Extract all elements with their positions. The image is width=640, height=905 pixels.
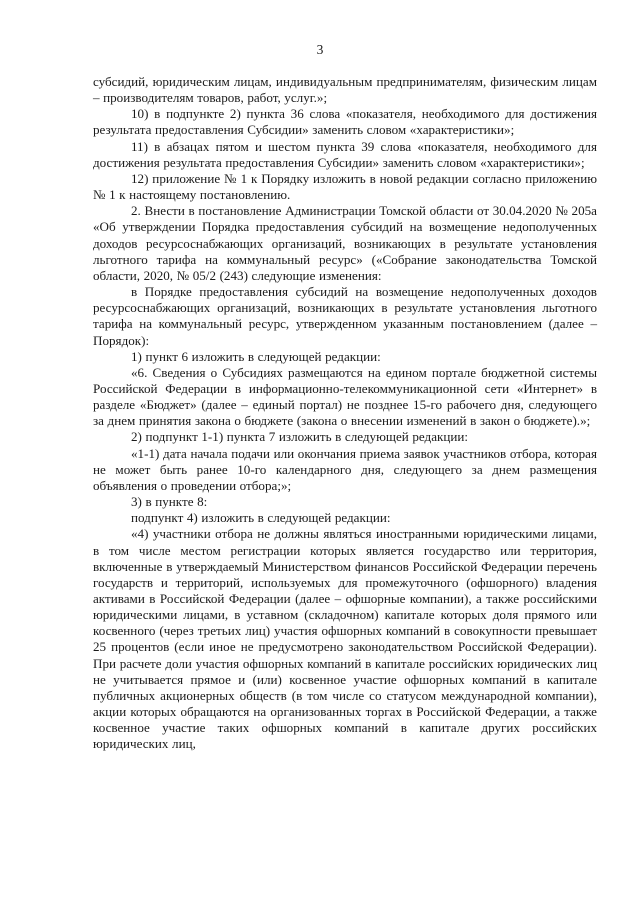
paragraph-item-2: 2) подпункт 1-1) пункта 7 изложить в следующей редакции:	[131, 429, 469, 445]
paragraph-order-intro: в Порядке предоставления субсидий на возмещение недополученных доходов ресурсоснабжающих организаций, возникающих в результате установления льготного тарифа на коммунальный ресурс, утвержденном указанным постановлением (далее – Порядок):	[93, 284, 597, 348]
paragraph-quote-6: «6. Сведения о Субсидиях размещаются на едином портале бюджетной системы Российской Федерации в информационно-телекоммуникационной сети «Интернет» в разделе «Бюджет» (далее – единый портал) не позднее 15-го рабочего дня, следующего за днем принятия закона о бюджете (закона о внесении изменений в закон о бюджете).»;	[93, 364, 597, 429]
paragraph-section-2: 2. Внести в постановление Администрации Томской области от 30.04.2020 № 205а «Об утверждении Порядка предоставления субсидий на возмещение недополученных доходов ресурсоснабжающих организаций, возникающих в результате установления льготного тарифа на коммунальный ресурс» («Собрание законодательства Томской области, 2020, № 05/2 (243) следующие изменения:	[93, 203, 597, 283]
paragraph-item-10: 10) в подпункте 2) пункта 36 слова «показателя, необходимого для достижения результата предоставления Субсидии» заменить словом «характеристики»;	[93, 106, 597, 138]
paragraph-quote-1-1: «1-1) дата начала подачи или окончания приема заявок участников отбора, которая не может быть ранее 10-го календарного дня, следующего за днем размещения объявления о проведении отбора;»;	[93, 445, 597, 493]
paragraph-item-1: 1) пункт 6 изложить в следующей редакции:	[131, 348, 381, 364]
page-number: 3	[316, 42, 324, 57]
paragraph-item-3: 3) в пункте 8:	[131, 494, 208, 510]
document-body	[93, 74, 597, 753]
paragraph-quote-4: «4) участники отбора не должны являться иностранными юридическими лицами, в том числе местом регистрации которых является государство или территория, включенные в утверждаемый Министерством финансов Российской Федерации перечень государств и территорий, используемых для промежуточного (офшорного) владения активами в Российской Федерации (далее – офшорные компании), а также российскими юридическими лицами, в уставном (складочном) капитале которых доля прямого или косвенного (через третьих лиц) участия офшорных компаний в совокупности превышает 25 процентов (если иное не предусмотрено законодательством Российской Федерации). При расчете доли участия офшорных компаний в капитале российских юридических лиц не учитывается прямое и (или) косвенное участие офшорных компаний в капитале публичных акционерных обществ (в том числе со статусом международной компании), акции которых обращаются на организованных торгах в Российской Федерации, а также косвенное участие таких офшорных компаний в капитале других российских юридических лиц,	[93, 526, 597, 752]
paragraph-item-12: 12) приложение № 1 к Порядку изложить в новой редакции согласно приложению № 1 к настоящему постановлению.	[93, 170, 597, 203]
paragraph-item-11: 11) в абзацах пятом и шестом пункта 39 слова «показателя, необходимого для достижения результата предоставления Субсидии» заменить словом «характеристики»;	[93, 138, 597, 170]
paragraph-subitem-4: подпункт 4) изложить в следующей редакции:	[131, 510, 391, 526]
paragraph-continuation: субсидий, юридическим лицам, индивидуальным предпринимателям, физическим лицам – производителям товаров, работ, услуг.»;	[93, 74, 597, 106]
